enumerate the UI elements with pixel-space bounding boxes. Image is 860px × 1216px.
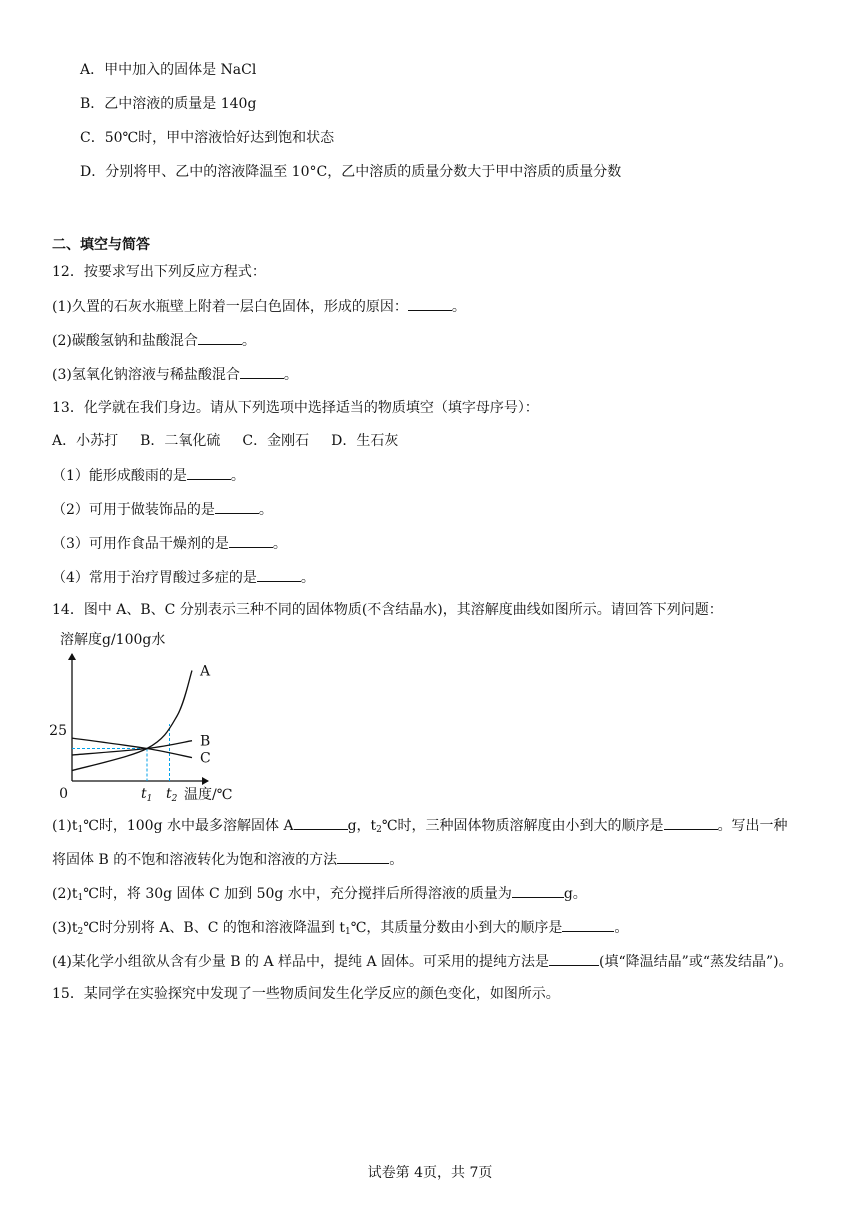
series-label-b: B — [200, 733, 211, 750]
page-footer: 试卷第 4页，共 7页 — [367, 1165, 493, 1181]
q13-option-b: B．二氧化硫 — [140, 433, 221, 449]
solubility-curves — [72, 671, 192, 771]
y-tick-25: 25 — [49, 723, 67, 739]
q13-item-3: （3）可用作食品干燥剂的是 。 — [52, 533, 287, 554]
y-axis-label: 溶解度g/100g水 — [60, 632, 166, 648]
q14-part-3: $(3)t_2℃$时分别将 A、B、C 的饱和溶液降温到 $t_1℃$，其质量分数由小到大的顺序是 。 — [52, 917, 628, 942]
series-label-c: C — [200, 750, 211, 767]
x-axis-label: 温度/℃ — [184, 787, 233, 803]
q13-options — [52, 431, 398, 451]
q14-part-4: (4)某化学小组欲从含有少量 B 的 A 样品中，提纯 A 固体。可采用的提纯方法是 (填“降温结晶”或“蒸发结晶”)。 — [52, 951, 793, 972]
answer-blank[interactable] — [257, 567, 301, 582]
chart-labels — [199, 664, 211, 767]
q13-item-2: （2）可用于做装饰品的是 。 — [52, 499, 273, 520]
answer-blank[interactable] — [549, 951, 599, 966]
answer-blank[interactable] — [240, 364, 284, 379]
guide-lines — [72, 724, 170, 781]
answer-blank[interactable] — [512, 883, 564, 898]
q12-stem: 12．按要求写出下列反应方程式： — [52, 264, 266, 280]
answer-blank[interactable] — [215, 499, 259, 514]
q14-stem: 14．图中 A、B、C 分别表示三种不同的固体物质(不含结晶水)，其溶解度曲线如图所示。请回答下列问题： — [52, 602, 723, 618]
series-label-a: A — [200, 663, 211, 680]
origin-label: 0 — [59, 786, 68, 802]
subscript: 2 — [376, 825, 382, 835]
q12-item-1: (1)久置的石灰水瓶壁上附着一层白色固体，形成的原因： 。 — [52, 296, 466, 317]
answer-blank[interactable] — [562, 917, 614, 932]
q11-option-c: C．50℃时，甲中溶液恰好达到饱和状态 — [80, 130, 335, 146]
x-tick-t1: $t_1$ — [141, 786, 153, 804]
curve-a — [72, 671, 192, 771]
answer-blank[interactable] — [198, 330, 242, 345]
answer-blank[interactable] — [229, 533, 273, 548]
q15-stem: 15．某同学在实验探究中发现了一些物质间发生化学反应的颜色变化，如图所示。 — [52, 986, 560, 1002]
answer-blank[interactable] — [187, 465, 231, 480]
q13-option-c: C．金刚石 — [242, 433, 310, 449]
q13-option-a: A．小苏打 — [52, 433, 119, 449]
q11-option-d: D．分别将甲、乙中的溶液降温至 10°C，乙中溶质的质量分数大于甲中溶质的质量分数 — [80, 164, 622, 180]
q11-option-a: A．甲中加入的固体是 NaCl — [80, 62, 257, 78]
q14-part-1: $(1)t_1℃$时，100g 水中最多溶解固体 A g，$t_2℃$时，三种固体物质溶解度由小到大的顺序是 。写出一种 — [52, 815, 788, 840]
answer-blank[interactable] — [337, 849, 389, 864]
q12-item-3: (3)氢氧化钠溶液与稀盐酸混合 。 — [52, 364, 298, 385]
curve-b — [72, 741, 192, 755]
subscript: 1 — [344, 927, 351, 937]
subscript: 1 — [77, 893, 84, 903]
answer-blank[interactable] — [294, 815, 348, 830]
x-tick-t2: $t_2$ — [166, 786, 178, 804]
q11-option-b: B．乙中溶液的质量是 140g — [80, 96, 257, 112]
q14-part-2: $(2)t_1℃$时，将 30g 固体 C 加到 50g 水中，充分搅拌后所得溶液的质量为 g。 — [52, 883, 587, 908]
q13-item-1: （1）能形成酸雨的是 。 — [52, 465, 245, 486]
subscript: 2 — [77, 927, 84, 937]
answer-blank[interactable] — [664, 815, 718, 830]
q14-part-1-cont: 将固体 B 的不饱和溶液转化为饱和溶液的方法 。 — [52, 849, 403, 870]
q12-item-2: (2)碳酸氢钠和盐酸混合 。 — [52, 330, 256, 351]
q13-option-d: D．生石灰 — [331, 433, 399, 449]
answer-blank[interactable] — [408, 296, 452, 311]
subscript: 1 — [77, 825, 84, 835]
solubility-chart — [40, 624, 270, 810]
section-title: 二、填空与简答 — [52, 237, 150, 253]
q13-item-4: （4）常用于治疗胃酸过多症的是 。 — [52, 567, 315, 588]
q13-stem: 13．化学就在我们身边。请从下列选项中选择适当的物质填空（填字母序号）： — [52, 400, 539, 416]
